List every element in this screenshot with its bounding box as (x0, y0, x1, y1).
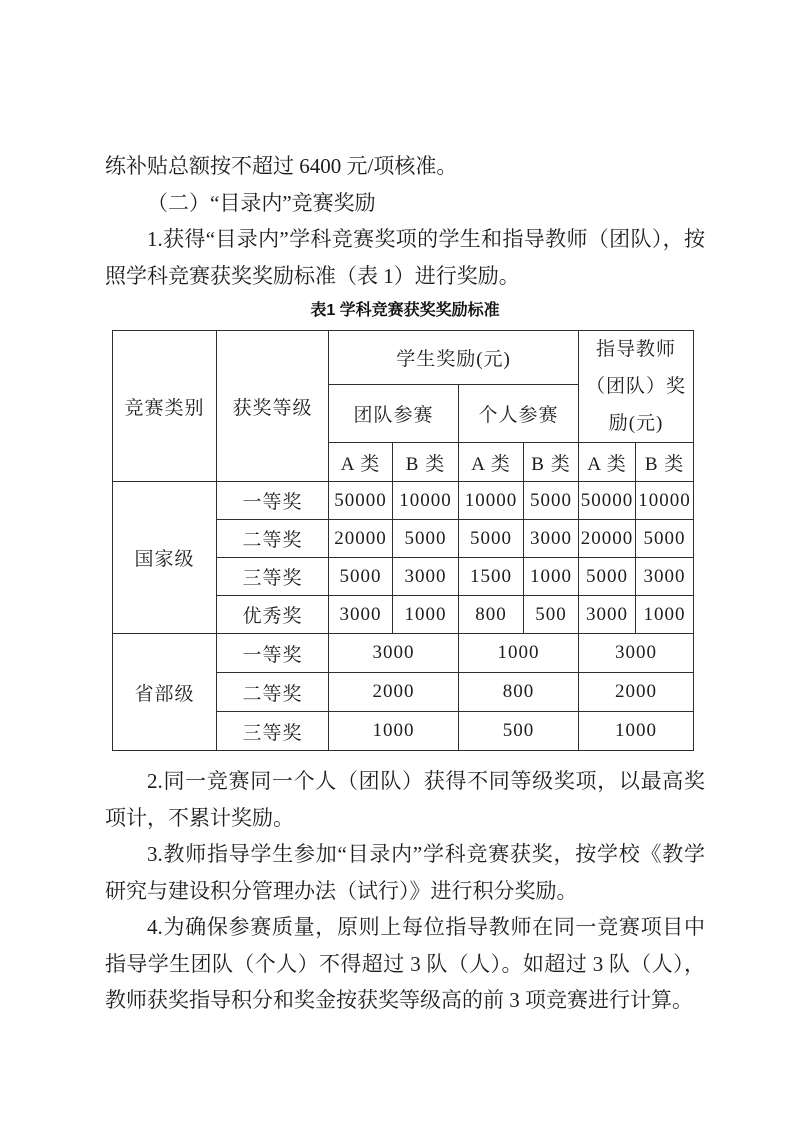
value-cell: 3000 (579, 596, 636, 634)
value-cell: 3000 (329, 596, 393, 634)
value-cell: 50000 (579, 482, 636, 520)
header-teacher-class-a: A 类 (579, 443, 636, 482)
header-team-class-a: A 类 (329, 443, 393, 482)
table-row (113, 482, 694, 520)
value-cell: 10000 (459, 482, 524, 520)
value-cell: 1000 (524, 558, 579, 596)
value-cell: 800 (459, 596, 524, 634)
value-cell: 5000 (636, 520, 694, 558)
value-cell: 10000 (393, 482, 459, 520)
value-cell: 500 (459, 712, 579, 751)
value-cell: 1000 (636, 596, 694, 634)
award-standards-table (112, 330, 694, 751)
paragraph-item-2: 2.同一竞赛同一个人（团队）获得不同等级奖项，以最高奖项计，不累计奖励。 (105, 769, 705, 830)
level-cell: 一等奖 (217, 482, 329, 520)
header-award-level: 获奖等级 (217, 331, 329, 482)
value-cell: 5000 (579, 558, 636, 596)
value-cell: 1000 (579, 712, 694, 751)
page-content (105, 148, 705, 1019)
value-cell: 50000 (329, 482, 393, 520)
value-cell: 5000 (329, 558, 393, 596)
header-team-class-b: B 类 (393, 443, 459, 482)
value-cell: 3000 (579, 634, 694, 673)
value-cell: 3000 (329, 634, 459, 673)
category-provincial: 省部级 (113, 634, 217, 751)
paragraph-item-3: 3.教师指导学生参加“目录内”学科竞赛获奖，按学校《教学研究与建设积分管理办法（试行）》进行积分奖励。 (105, 842, 705, 903)
header-team-entry: 团队参赛 (329, 384, 459, 442)
header-competition-category: 竞赛类别 (113, 331, 217, 482)
table-row (113, 634, 694, 673)
value-cell: 1000 (329, 712, 459, 751)
table-caption: 表1 学科竞赛获奖奖励标准 (310, 302, 500, 319)
value-cell: 5000 (393, 520, 459, 558)
value-cell: 3000 (393, 558, 459, 596)
value-cell: 1500 (459, 558, 524, 596)
paragraph-item-4: 4.为确保参赛质量，原则上每位指导教师在同一竞赛项目中指导学生团队（个人）不得超过 3 队（人）。如超过 3 队（人），教师获奖指导积分和奖金按获奖等级高的前 3 项竞赛进行计算。 (105, 915, 705, 1012)
value-cell: 2000 (329, 673, 459, 712)
header-teacher-class-b: B 类 (636, 443, 694, 482)
level-cell: 三等奖 (217, 558, 329, 596)
value-cell: 20000 (579, 520, 636, 558)
value-cell: 2000 (579, 673, 694, 712)
header-individual-class-b: B 类 (524, 443, 579, 482)
value-cell: 1000 (393, 596, 459, 634)
value-cell: 500 (524, 596, 579, 634)
value-cell: 3000 (636, 558, 694, 596)
value-cell: 1000 (459, 634, 579, 673)
value-cell: 20000 (329, 520, 393, 558)
value-cell: 5000 (459, 520, 524, 558)
category-national: 国家级 (113, 482, 217, 634)
paragraph-item-1: 1.获得“目录内”学科竞赛奖项的学生和指导教师（团队），按照学科竞赛获奖奖励标准（表 1）进行奖励。 (105, 227, 705, 288)
level-cell: 二等奖 (217, 673, 329, 712)
value-cell: 10000 (636, 482, 694, 520)
header-student-reward: 学生奖励(元) (329, 331, 579, 385)
value-cell: 800 (459, 673, 579, 712)
level-cell: 二等奖 (217, 520, 329, 558)
header-individual-entry: 个人参赛 (459, 384, 579, 442)
paragraph-continuation: 练补贴总额按不超过 6400 元/项核准。 (105, 154, 458, 178)
header-teacher-reward: 指导教师（团队）奖励(元) (579, 331, 694, 443)
header-individual-class-a: A 类 (459, 443, 524, 482)
section-heading: （二）“目录内”竞赛奖励 (147, 190, 376, 215)
level-cell: 一等奖 (217, 634, 329, 673)
level-cell: 优秀奖 (217, 596, 329, 634)
table-header-row-1 (113, 331, 694, 385)
level-cell: 三等奖 (217, 712, 329, 751)
value-cell: 3000 (524, 520, 579, 558)
value-cell: 5000 (524, 482, 579, 520)
